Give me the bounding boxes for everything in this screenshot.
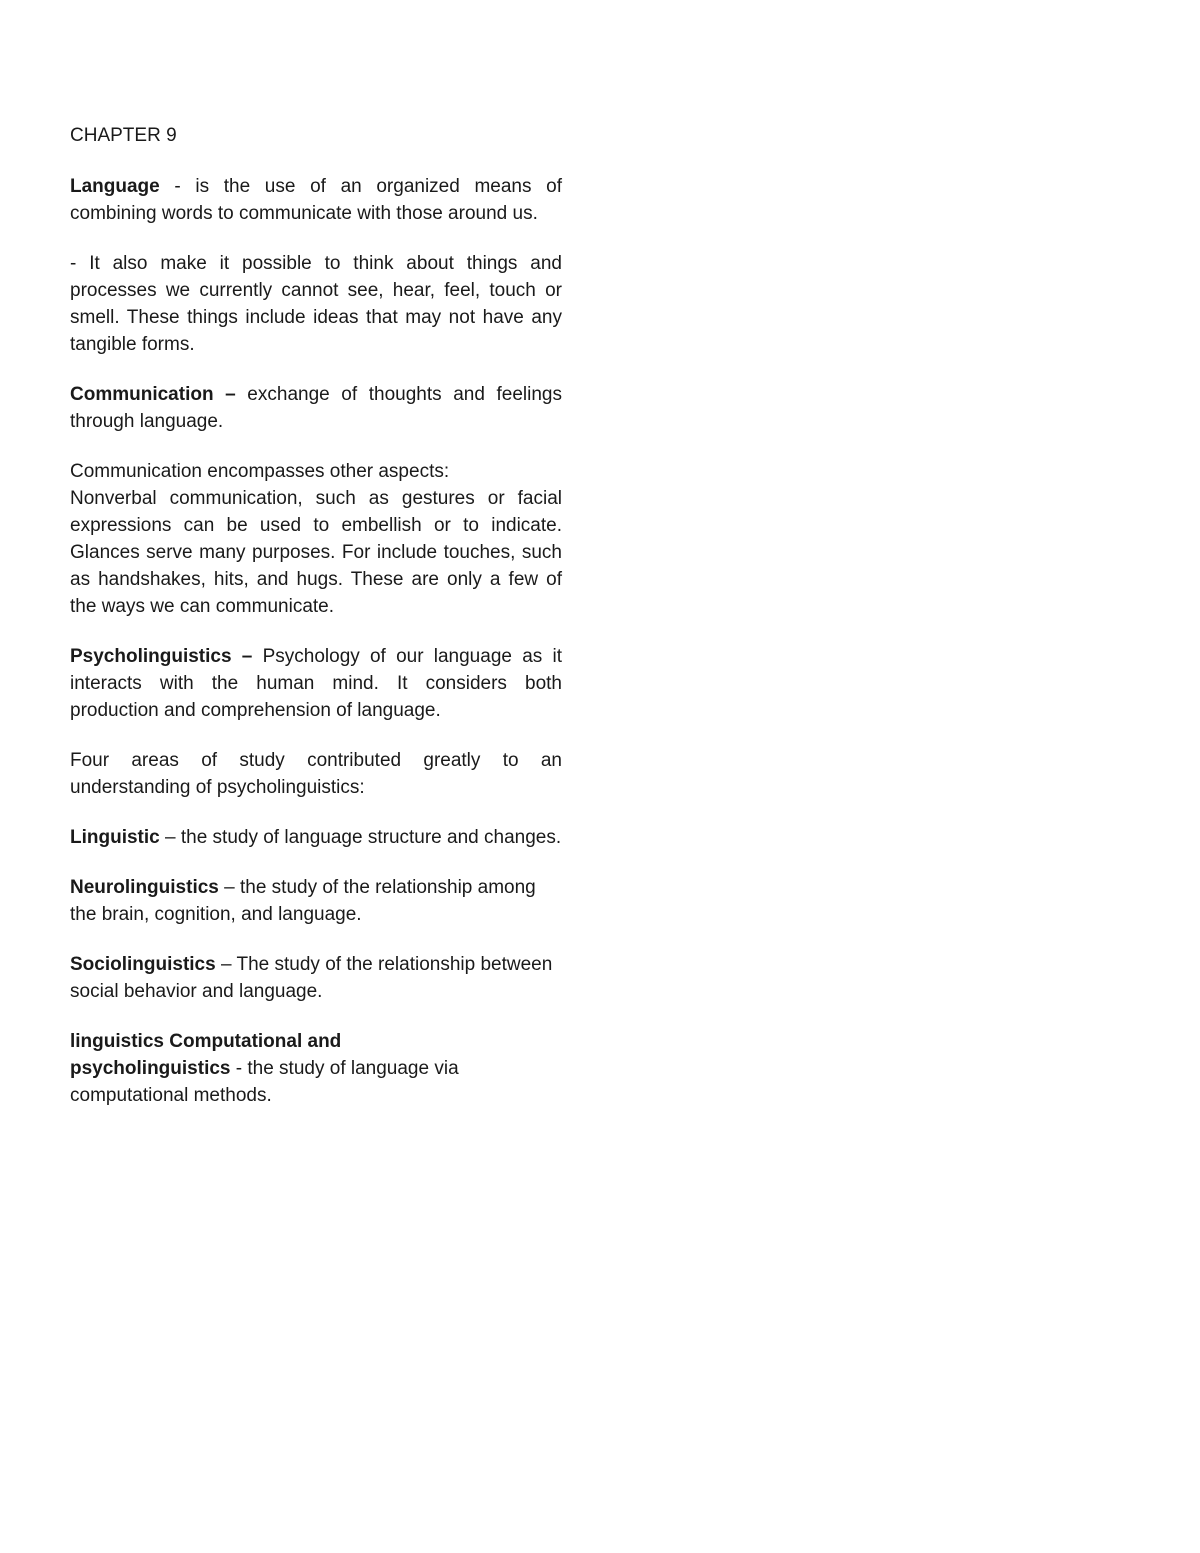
language-extra-paragraph: - It also make it possible to think about things and processes we currently cannot see, hear, feel, touch or smell. These things include ideas that may not have any tangible forms. — [70, 253, 562, 355]
communication-aspects-paragraph — [70, 458, 562, 620]
computational-term-line-2: psycholinguistics — [70, 1058, 231, 1079]
sociolinguistics-paragraph — [70, 951, 562, 1005]
linguistic-paragraph — [70, 824, 562, 851]
chapter-title: CHAPTER 9 — [70, 125, 177, 146]
neurolinguistics-term: Neurolinguistics — [70, 877, 219, 898]
communication-aspects-body: Nonverbal communication, such as gestures or facial expressions can be used to embellish or to indicate. Glances serve many purposes. For include touches, such as handshakes, hits, and hugs. These are only a few of the ways we can communicate. — [70, 488, 562, 617]
neurolinguistics-definition: – the study of the relationship among the brain, cognition, and language. — [70, 877, 536, 925]
linguistic-definition: – the study of language structure and changes. — [159, 827, 562, 848]
computational-term-line-1: linguistics Computational and — [70, 1031, 342, 1052]
language-term: Language — [70, 176, 160, 197]
document-body — [70, 122, 562, 1132]
communication-paragraph — [70, 381, 562, 435]
neurolinguistics-paragraph — [70, 874, 562, 928]
language-definition: - is the use of an organized means of combining words to communicate with those around us. — [70, 176, 562, 224]
computational-definition: - the study of language via computational methods. — [70, 1058, 459, 1106]
linguistic-term: Linguistic — [70, 827, 160, 848]
psycholinguistics-definition: Psychology of our language as it interacts with the human mind. It considers both production and comprehension of language. — [70, 646, 562, 721]
communication-aspects-intro: Communication encompasses other aspects: — [70, 461, 450, 482]
psycholinguistics-paragraph — [70, 643, 562, 724]
sociolinguistics-term: Sociolinguistics — [70, 954, 216, 975]
communication-term: Communication – — [70, 384, 236, 405]
computational-paragraph — [70, 1028, 562, 1109]
communication-definition: exchange of thoughts and feelings through language. — [70, 384, 562, 432]
four-areas-paragraph: Four areas of study contributed greatly to an understanding of psycholinguistics: — [70, 750, 562, 798]
sociolinguistics-definition: – The study of the relationship between social behavior and language. — [70, 954, 553, 1002]
psycholinguistics-term: Psycholinguistics – — [70, 646, 253, 667]
language-paragraph — [70, 173, 562, 227]
